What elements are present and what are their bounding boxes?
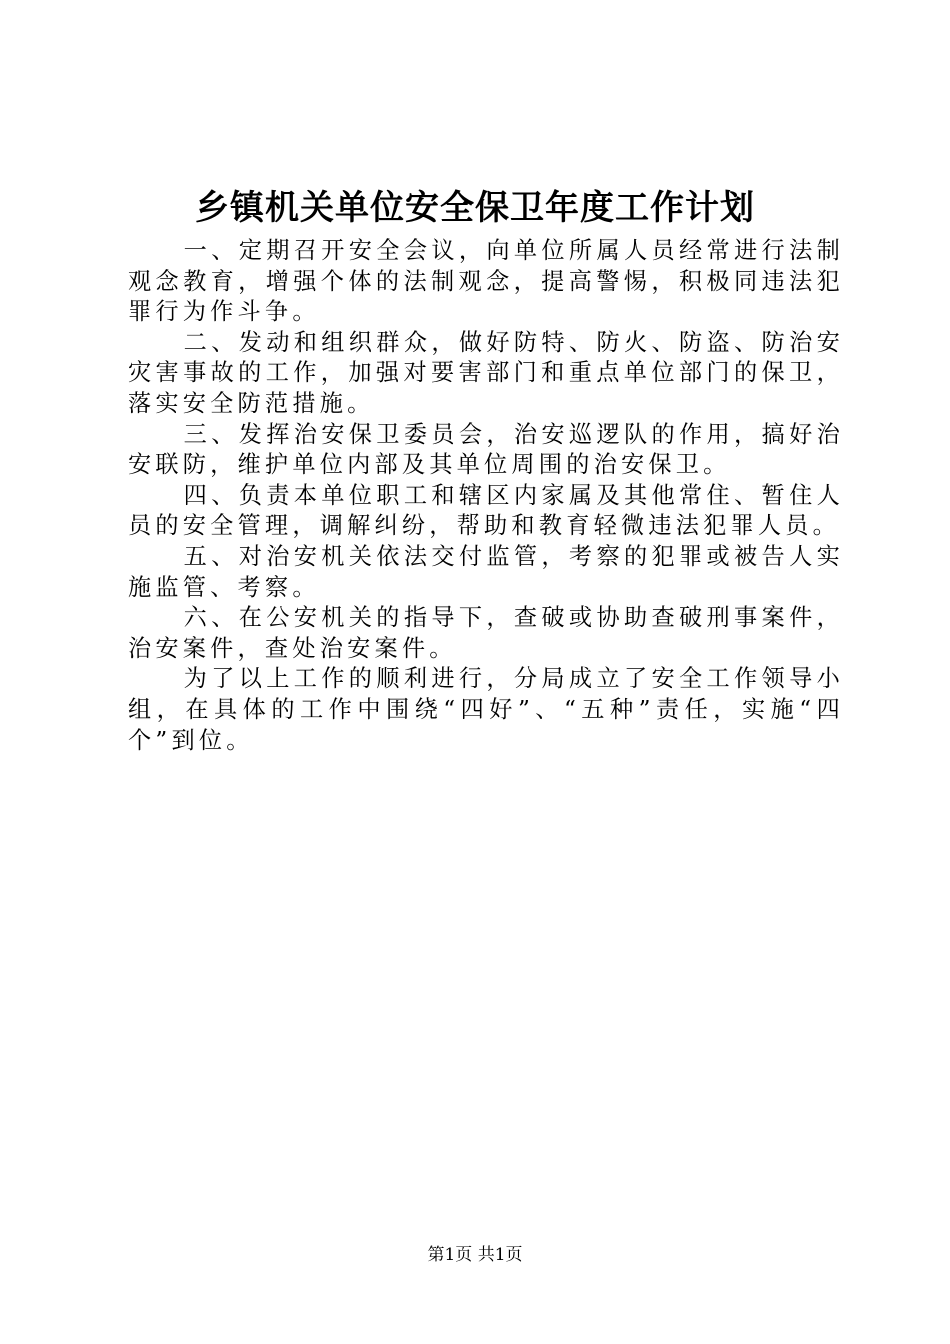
document-body [128,236,844,756]
page-number-footer: 第1页 共1页 [427,1245,523,1265]
paragraph-summary: 为了以上工作的顺利进行，分局成立了安全工作领导小组，在具体的工作中围绕“四好”、“五种”责任，实施“四个”到位。 [128,665,844,754]
paragraph-item-1: 一、定期召开安全会议，向单位所属人员经常进行法制观念教育，增强个体的法制观念，提高警惕，积极同违法犯罪行为作斗争。 [128,237,844,326]
paragraph-item-4: 四、负责本单位职工和辖区内家属及其他常住、暂住人员的安全管理，调解纠纷，帮助和教育轻微违法犯罪人员。 [128,481,844,540]
paragraph-item-2: 二、发动和组织群众，做好防特、防火、防盗、防治安灾害事故的工作，加强对要害部门和重点单位部门的保卫，落实安全防范措施。 [128,328,844,417]
paragraph-item-5: 五、对治安机关依法交付监管，考察的犯罪或被告人实施监管、考察。 [128,542,844,601]
document-title: 乡镇机关单位安全保卫年度工作计划 [195,188,755,228]
paragraph-item-3: 三、发挥治安保卫委员会，治安巡逻队的作用，搞好治安联防，维护单位内部及其单位周围的治安保卫。 [128,420,844,479]
paragraph-item-6: 六、在公安机关的指导下，查破或协助查破刑事案件，治安案件，查处治安案件。 [128,604,844,662]
